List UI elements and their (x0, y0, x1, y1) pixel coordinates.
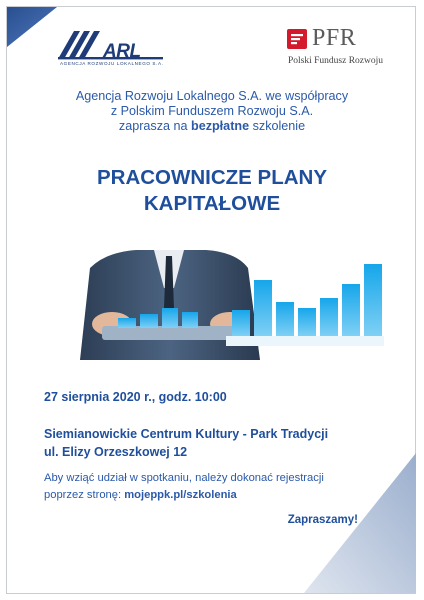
registration-info (44, 470, 364, 504)
venue-line-2: ul. Elizy Orzeszkowej 12 (44, 445, 188, 459)
registration-link[interactable]: mojeppk.pl/szkolenia (124, 489, 237, 501)
corner-triangle-top-left (7, 7, 57, 47)
venue-line-1: Siemianowickie Centrum Kultury - Park Tradycji (44, 427, 329, 441)
arl-logo-subtitle: AGENCJA ROZWOJU LOKALNEGO S.A. (60, 61, 164, 66)
title-line-1: PRACOWNICZE PLANY (96, 166, 328, 189)
pfr-logo-subtitle: Polski Fundusz Rozwoju (288, 56, 384, 66)
intro-line-3-suffix: szkolenie (252, 119, 306, 133)
registration-prefix: poprzez stronę: (44, 489, 122, 501)
intro-line-2: z Polskim Funduszem Rozwoju S.A. (110, 104, 314, 118)
page-title (20, 165, 404, 217)
intro-line-3 (20, 119, 404, 134)
registration-line-1: Aby wziąć udział w spotkaniu, należy dokonać rejestracji (44, 472, 324, 484)
intro-text (20, 89, 404, 134)
pfr-red-mark-icon (287, 29, 307, 49)
businessman-tablet-chart-image (66, 248, 384, 360)
title-line-2: KAPITAŁOWE (143, 192, 281, 215)
arl-logo-text: ARL (103, 41, 141, 62)
closing-text: Zapraszamy! (287, 514, 358, 526)
intro-line-1: Agencja Rozwoju Lokalnego S.A. we współpracy (75, 89, 349, 103)
event-venue (44, 425, 328, 461)
intro-free-emphasis: bezpłatne (191, 119, 250, 133)
event-date: 27 sierpnia 2020 r., godz. 10:00 (44, 390, 227, 404)
pfr-logo-name: PFR (312, 25, 357, 51)
intro-line-3-prefix: zaprasza na (118, 119, 188, 133)
registration-line-2 (44, 487, 364, 504)
